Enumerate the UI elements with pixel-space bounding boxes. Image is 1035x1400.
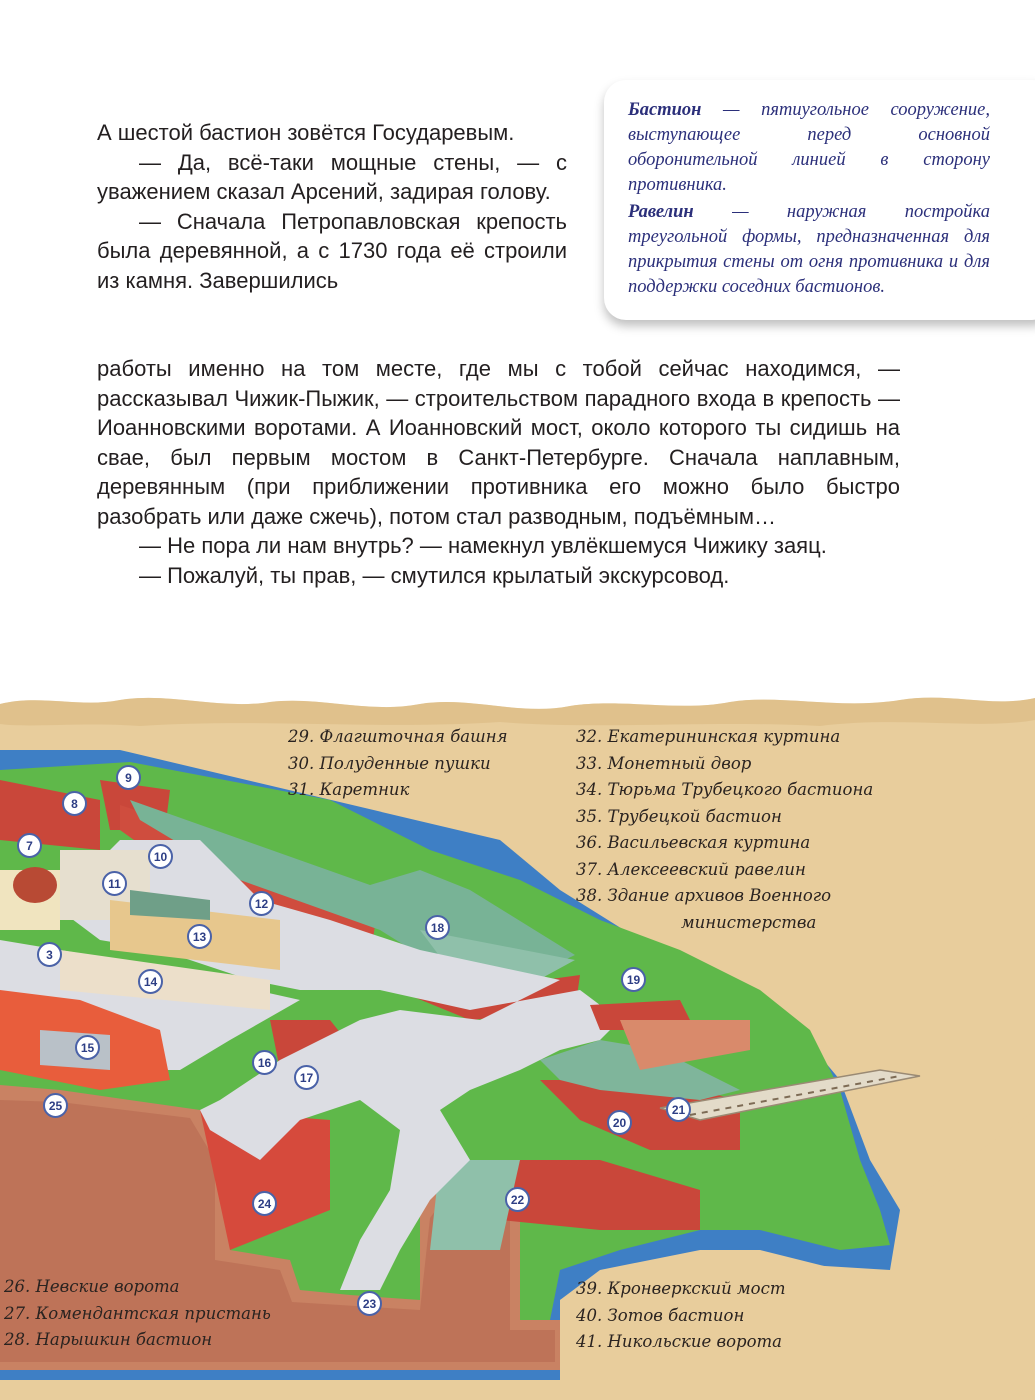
legend-item: 41. Никольские ворота [576,1332,783,1351]
glossary-entry [628,98,990,198]
map-marker: 19 [621,967,646,992]
map-marker: 13 [187,924,212,949]
legend-top-left [288,724,508,804]
legend-item: 26. Невские ворота [4,1277,180,1296]
glossary-term: Равелин [628,202,694,222]
legend-item: 30. Полуденные пушки [288,753,491,773]
map-marker: 23 [357,1291,382,1316]
map-marker: 12 [249,891,274,916]
legend-item: 36. Васильевская куртина [576,833,811,852]
legend-item: 32. Екатерининская куртина [576,727,841,746]
glossary-definition: — наружная постройка треугольной формы, предназначенная для прикрытия стены от огня противника и для поддержки соседних бастионов. [628,202,990,297]
legend-item: 39. Кронверкский мост [576,1279,786,1298]
legend-bottom-right [576,1276,786,1356]
cathedral-dome [13,867,57,903]
legend-item: 35. Трубецкой бастион [576,806,782,826]
glossary-text [628,98,990,302]
map-marker: 25 [43,1093,68,1118]
map-marker: 15 [75,1035,100,1060]
map-marker: 8 [62,791,87,816]
legend-item: 38. Здание архивов Военного [576,886,832,905]
legend-item: 28. Нарышкин бастион [4,1330,213,1349]
map-marker: 18 [425,915,450,940]
map-marker: 20 [607,1110,632,1135]
map-marker: 24 [252,1191,277,1216]
glossary-entry [628,200,990,300]
glossary-definition: — пятиугольное сооружение, выступающее перед основной оборонительной линией в сторону противника. [628,100,990,195]
map-marker: 14 [138,969,163,994]
legend-item: 37. Алексеевский равелин [576,859,806,879]
map-marker: 10 [148,844,173,869]
map-marker: 7 [17,833,42,858]
legend-bottom-left [4,1274,271,1354]
map-marker: 3 [37,942,62,967]
legend-item: 27. Комендантская пристань [4,1303,271,1323]
legend-item: 40. Зотов бастион [576,1305,745,1325]
paragraph: работы именно на том месте, где мы с тобой сейчас находимся, — рассказывал Чижик-Пыжик, — строительством парадного входа в крепость — Иоанновскими воротами. А Иоанновский мост, около которого ты сидишь на свае, был первым мостом в Санкт-Петербурге. Сначала наплавным, деревянным (при приближении противника его можно было быстро разобрать или даже сжечь), потом стал разводным, подъёмным… [97,356,900,529]
map-marker: 21 [666,1097,691,1122]
legend-item: 34. Тюрьма Трубецкого бастиона [576,780,874,799]
paragraph: — Пожалуй, ты прав, — смутился крылатый экскурсовод. [139,562,730,588]
legend-item: министерства [681,912,817,932]
glossary-term: Бастион [628,100,702,120]
paragraph: — Да, всё-таки мощные стены, — с уважением сказал Арсений, задирая голову. [97,149,567,204]
map-marker: 9 [116,765,141,790]
legend-item: 31. Каретник [288,780,410,799]
text-column-main [97,354,900,590]
map-marker: 16 [252,1050,277,1075]
legend-item: 33. Монетный двор [576,753,752,773]
legend-item: 29. Флагшточная башня [288,727,508,746]
text-column-top [97,118,567,295]
paragraph: А шестой бастион зовётся Государевым. [97,120,515,145]
map-marker: 22 [505,1187,530,1212]
paragraph: — Сначала Петропавловская крепость была деревянной, а с 1730 года её строили из камня. Завершились [97,208,567,293]
legend-top-right [576,724,873,936]
map-marker: 11 [102,871,127,896]
paragraph: — Не пора ли нам внутрь? — намекнул увлёкшемуся Чижику заяц. [139,533,827,558]
map-marker: 17 [294,1065,319,1090]
